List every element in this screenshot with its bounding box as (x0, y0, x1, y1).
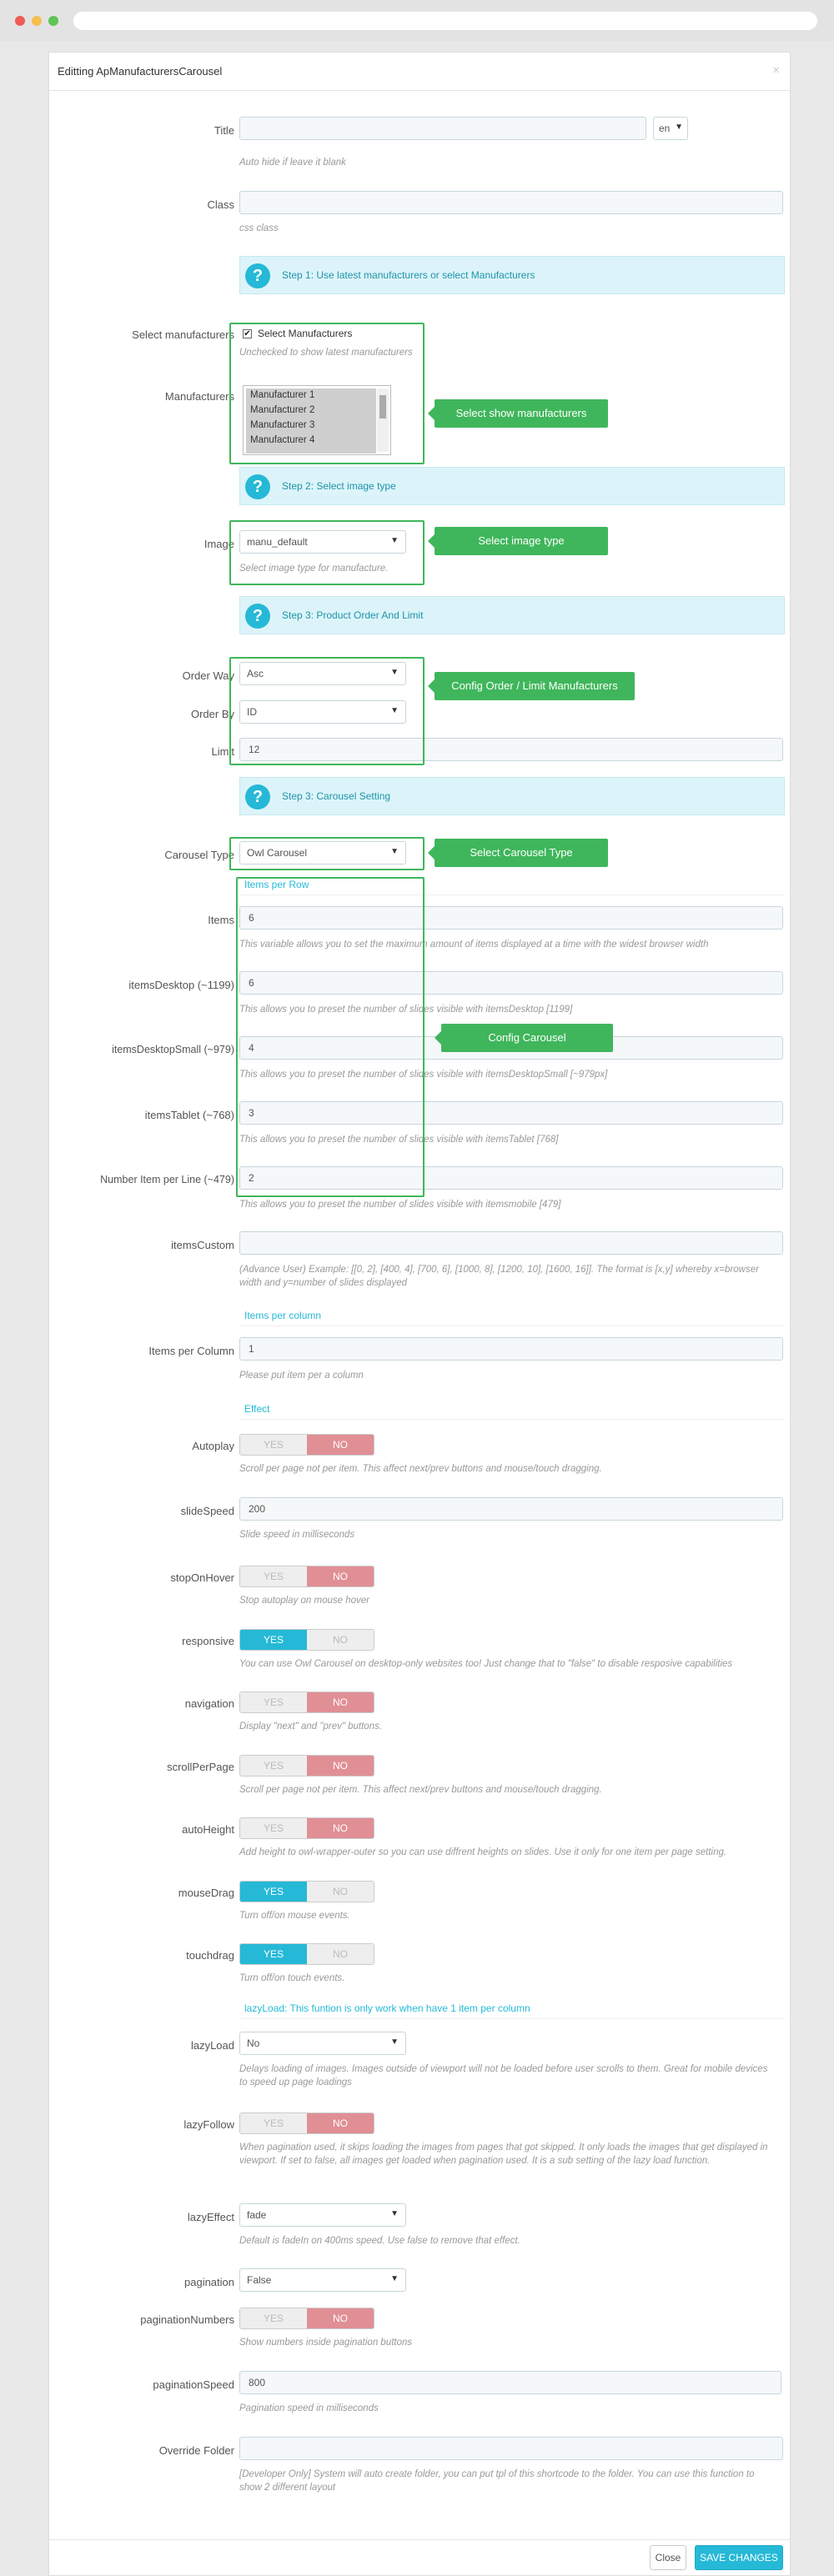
responsive-no[interactable]: NO (307, 1630, 374, 1650)
auto-height-yes[interactable]: YES (240, 1818, 307, 1838)
pagination-select[interactable] (239, 2268, 406, 2292)
dialog-footer-divider (49, 2539, 790, 2540)
order-by-value: ID (247, 706, 257, 718)
pagination-value: False (247, 2274, 272, 2286)
chevron-down-icon: ▼ (390, 2274, 399, 2283)
edit-dialog (48, 52, 791, 2576)
lazy-effect-label: lazyEffect (187, 2211, 234, 2223)
touch-drag-yes[interactable]: YES (240, 1944, 307, 1964)
pagination-speed-input[interactable]: 800 (239, 2371, 781, 2394)
navigation-no[interactable]: NO (307, 1692, 374, 1712)
items-help: This variable allows you to set the maximum amount of items displayed at a time with the widest browser width (239, 940, 709, 950)
class-input[interactable] (239, 191, 783, 214)
items-input[interactable]: 6 (239, 906, 783, 930)
override-folder-label: Override Folder (158, 2444, 234, 2457)
autoplay-no[interactable]: NO (307, 1435, 374, 1455)
pagination-numbers-help: Show numbers inside pagination buttons (239, 2338, 413, 2348)
save-changes-button[interactable]: SAVE CHANGES (695, 2545, 783, 2570)
chevron-down-icon: ▼ (390, 847, 399, 856)
lazyload-heading: lazyLoad: This funtion is only work when have 1 item per column (239, 2002, 785, 2019)
responsive-label: responsive (182, 1635, 234, 1647)
pagination-speed-label: paginationSpeed (153, 2378, 234, 2391)
autoplay-help: Scroll per page not per item. This affect next/prev buttons and mouse/touch dragging. (239, 1464, 602, 1474)
stop-on-hover-help: Stop autoplay on mouse hover (239, 1596, 369, 1606)
items-mobile-help: This allows you to preset the number of slides visible with itemsmobile [479] (239, 1200, 561, 1210)
navigation-yes[interactable]: YES (240, 1692, 307, 1712)
stop-on-hover-no[interactable]: NO (307, 1566, 374, 1586)
items-label: Items (208, 914, 234, 926)
lazy-effect-value: fade (247, 2209, 267, 2221)
class-label: Class (207, 198, 234, 211)
items-custom-help: (Advance User) Example: [[0, 2], [400, 4], [700, 6], [1000, 8], [1200, 10], [1600, 16]]. The format is [x,y] whereby x=browser width and y=number of slides displayed (239, 1265, 759, 1288)
items-desktop-label: itemsDesktop (~1199) (128, 979, 234, 991)
scroll-per-page-switch[interactable] (239, 1755, 374, 1777)
language-value: en (659, 123, 671, 134)
navigation-switch[interactable] (239, 1691, 374, 1713)
order-way-label: Order Way (182, 669, 234, 682)
lazy-load-value: No (247, 2037, 260, 2049)
pagination-numbers-switch[interactable] (239, 2308, 374, 2329)
question-icon: ? (245, 263, 270, 288)
select-image-type-tip: Select image type (435, 527, 608, 555)
touch-drag-help: Turn off/on touch events. (239, 1973, 345, 1983)
dialog-title: Editting ApManufacturersCarousel (58, 65, 223, 78)
title-label: Title (214, 124, 234, 137)
maximize-window-dot[interactable] (48, 16, 58, 26)
navigation-label: navigation (184, 1697, 234, 1710)
select-manufacturers-help: Unchecked to show latest manufacturers (239, 348, 413, 358)
items-desktop-input[interactable]: 6 (239, 971, 783, 995)
scroll-per-page-no[interactable]: NO (307, 1756, 374, 1776)
items-mobile-label: Number Item per Line (~479) (100, 1174, 234, 1185)
mouse-drag-label: mouseDrag (178, 1887, 234, 1899)
config-carousel-tip: Config Carousel (441, 1024, 613, 1052)
override-folder-help: [Developer Only] System will auto create folder, you can put tpl of this shortcode to the folder. You can use this function to show 2 different layout (239, 2469, 755, 2493)
limit-label: Limit (211, 745, 234, 758)
step1-alert (239, 256, 785, 294)
autoplay-yes[interactable]: YES (240, 1435, 307, 1455)
lazy-follow-yes[interactable]: YES (240, 2113, 307, 2133)
step3-alert (239, 596, 785, 634)
dialog-header (49, 53, 790, 91)
items-tablet-input[interactable]: 3 (239, 1101, 783, 1125)
title-help: Auto hide if leave it blank (239, 158, 346, 168)
auto-height-help: Add height to owl-wrapper-outer so you can use diffrent heights on slides. Use it only for one item per page setting. (239, 1847, 727, 1857)
step2-alert (239, 467, 785, 505)
order-by-label: Order By (190, 708, 234, 720)
lazy-effect-help: Default is fadeIn on 400ms speed. Use false to remove that effect. (239, 2236, 520, 2246)
close-button[interactable]: Close (650, 2545, 686, 2570)
image-type-value: manu_default (247, 536, 308, 548)
lazy-follow-label: lazyFollow (183, 2118, 234, 2131)
select-manufacturers-checkbox[interactable]: ✔ (244, 329, 251, 338)
select-manufacturers-label: Select manufacturers (132, 328, 234, 341)
close-icon[interactable]: × (772, 63, 780, 78)
list-item[interactable]: Manufacturer 1 (250, 390, 315, 400)
scroll-per-page-label: scrollPerPage (167, 1761, 234, 1773)
select-manufacturers-checkbox-label: Select Manufacturers (258, 328, 353, 339)
responsive-yes[interactable]: YES (240, 1630, 307, 1650)
chevron-down-icon: ▼ (675, 123, 683, 132)
stop-on-hover-switch[interactable] (239, 1566, 374, 1587)
step1-text: Step 1: Use latest manufacturers or select Manufacturers (282, 269, 535, 281)
items-tablet-help: This allows you to preset the number of slides visible with itemsTablet [768] (239, 1135, 559, 1145)
items-per-column-label: Items per Column (148, 1345, 234, 1357)
list-item[interactable]: Manufacturer 3 (250, 420, 315, 430)
stop-on-hover-label: stopOnHover (170, 1571, 234, 1584)
items-per-column-heading: Items per column (239, 1310, 785, 1326)
pagination-numbers-no[interactable]: NO (307, 2308, 374, 2328)
auto-height-label: autoHeight (182, 1823, 234, 1836)
chevron-down-icon: ▼ (390, 536, 399, 545)
manufacturers-highlight-box (229, 323, 425, 464)
slide-speed-label: slideSpeed (180, 1505, 234, 1517)
autoplay-switch[interactable] (239, 1434, 374, 1456)
address-bar[interactable] (73, 12, 817, 30)
items-desktop-small-help: This allows you to preset the number of slides visible with itemsDesktopSmall [~979px] (239, 1070, 608, 1080)
lazy-follow-no[interactable]: NO (307, 2113, 374, 2133)
items-desktop-small-label: itemsDesktopSmall (~979) (112, 1044, 234, 1055)
lazy-load-select[interactable] (239, 2032, 406, 2055)
language-select[interactable] (653, 117, 688, 140)
items-desktop-small-input[interactable]: 4 (239, 1036, 783, 1060)
chevron-down-icon: ▼ (390, 2037, 399, 2047)
class-help: css class (239, 223, 279, 233)
close-window-dot[interactable] (15, 16, 25, 26)
chevron-down-icon: ▼ (390, 706, 399, 715)
image-help: Select image type for manufacture. (239, 564, 389, 574)
question-icon: ? (245, 604, 270, 629)
lazy-follow-switch[interactable] (239, 2112, 374, 2134)
responsive-switch[interactable] (239, 1629, 374, 1651)
slide-speed-help: Slide speed in milliseconds (239, 1530, 355, 1540)
touch-drag-no[interactable]: NO (307, 1944, 374, 1964)
step3-text: Step 3: Product Order And Limit (282, 609, 424, 621)
carousel-type-highlight-box (229, 837, 425, 870)
image-label: Image (203, 538, 234, 550)
chevron-down-icon: ▼ (390, 2209, 399, 2218)
carousel-type-value: Owl Carousel (247, 847, 308, 859)
lazy-effect-select[interactable] (239, 2203, 406, 2227)
lazy-load-help: Delays loading of images. Images outside of viewport will not be loaded before user scrolls to them. Great for mobile devices to speed up page loadings (239, 2064, 768, 2087)
slide-speed-input[interactable]: 200 (239, 1497, 783, 1521)
manufacturers-label: Manufacturers (164, 390, 234, 403)
question-icon: ? (245, 474, 270, 499)
items-per-column-help: Please put item per a column (239, 1371, 364, 1381)
carousel-setting-text: Step 3: Carousel Setting (282, 790, 391, 802)
autoplay-label: Autoplay (192, 1440, 234, 1452)
step2-text: Step 2: Select image type (282, 480, 396, 492)
list-item[interactable]: Manufacturer 4 (250, 435, 315, 445)
question-icon: ? (245, 784, 270, 809)
effect-heading: Effect (239, 1403, 785, 1420)
items-desktop-help: This allows you to preset the number of slides visible with itemsDesktop [1199] (239, 1005, 573, 1015)
items-mobile-input[interactable]: 2 (239, 1166, 783, 1190)
pagination-label: pagination (184, 2276, 234, 2288)
lazy-follow-help: When pagination used, it skips loading the images from pages that got skipped. It only loads the images that get displayed in viewport. If set to false, all images get loaded when pagination used. It is a sub setting of the lazy load function. (239, 2142, 768, 2166)
limit-input[interactable]: 12 (239, 738, 783, 761)
lazy-load-label: lazyLoad (190, 2039, 234, 2052)
responsive-help: You can use Owl Carousel on desktop-only websites too! Just change that to "false" to disable resposive capabilities (239, 1659, 733, 1669)
config-order-limit-tip: Config Order / Limit Manufacturers (435, 672, 635, 700)
mouse-drag-yes[interactable]: YES (240, 1882, 307, 1902)
items-per-column-input[interactable]: 1 (239, 1337, 783, 1361)
scroll-per-page-help: Scroll per page not per item. This affect next/prev buttons and mouse/touch dragging. (239, 1785, 602, 1795)
list-item[interactable]: Manufacturer 2 (250, 405, 315, 415)
carousel-type-label: Carousel Type (164, 849, 234, 861)
items-per-row-heading: Items per Row (239, 879, 785, 895)
items-custom-label: itemsCustom (171, 1239, 234, 1251)
minimize-window-dot[interactable] (32, 16, 42, 26)
mouse-drag-switch[interactable] (239, 1881, 374, 1902)
carousel-config-highlight-box (236, 877, 425, 1197)
mouse-drag-no[interactable]: NO (307, 1882, 374, 1902)
chevron-down-icon: ▼ (390, 668, 399, 677)
scroll-per-page-yes[interactable]: YES (240, 1756, 307, 1776)
override-folder-input[interactable] (239, 2437, 783, 2460)
image-highlight-box (229, 520, 425, 585)
auto-height-switch[interactable] (239, 1817, 374, 1839)
select-carousel-type-tip: Select Carousel Type (435, 839, 608, 867)
pagination-speed-help: Pagination speed in milliseconds (239, 2403, 379, 2413)
order-limit-highlight-box (229, 657, 425, 765)
touch-drag-switch[interactable] (239, 1943, 374, 1965)
carousel-setting-alert (239, 777, 785, 815)
items-custom-input[interactable] (239, 1231, 783, 1255)
browser-chrome (0, 0, 834, 42)
select-show-manufacturers-tip: Select show manufacturers (435, 399, 608, 428)
items-tablet-label: itemsTablet (~768) (144, 1109, 234, 1121)
touch-drag-label: touchdrag (186, 1949, 234, 1962)
mouse-drag-help: Turn off/on mouse events. (239, 1911, 350, 1921)
auto-height-no[interactable]: NO (307, 1818, 374, 1838)
pagination-numbers-yes[interactable]: YES (240, 2308, 307, 2328)
title-input[interactable] (239, 117, 646, 140)
pagination-numbers-label: paginationNumbers (140, 2313, 234, 2326)
order-way-value: Asc (247, 668, 264, 679)
navigation-help: Display "next" and "prev" buttons. (239, 1722, 383, 1732)
stop-on-hover-yes[interactable]: YES (240, 1566, 307, 1586)
